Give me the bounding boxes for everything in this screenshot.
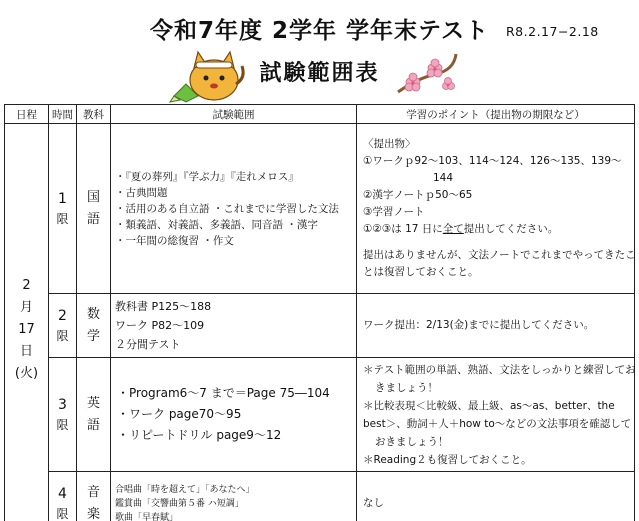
period-number: 1 — [58, 190, 67, 207]
period-number: 2 — [58, 307, 67, 324]
range-cell — [111, 124, 357, 294]
point-line: ＊比較表現＜比較級、最上級、as～as、better、the — [363, 399, 615, 412]
range-cell — [111, 294, 357, 358]
range-line: ・古典問題 — [115, 186, 168, 199]
period-cell — [49, 472, 77, 521]
day-month-num: 2 — [22, 277, 31, 293]
table-header-row — [5, 105, 635, 124]
period-unit: 限 — [56, 328, 69, 343]
subject-char: 国 — [86, 189, 100, 205]
range-line: ・類義語、対義語、多義語、同音語 ・漢字 — [115, 218, 318, 231]
range-line: 教科書 P125～188 — [115, 300, 212, 313]
header-period: 時間 — [49, 105, 77, 124]
point-line: きましょう！ — [375, 381, 438, 394]
table-row — [5, 124, 635, 294]
subject-char: 語 — [86, 211, 100, 227]
range-line: ２分間テスト — [115, 338, 181, 351]
point-line: とは復習しておくこと。 — [363, 266, 479, 278]
period-cell — [49, 294, 77, 358]
subject-cell — [77, 472, 111, 521]
range-line: ・リピートドリル page9～12 — [117, 428, 282, 442]
table-row — [5, 358, 635, 472]
subject-char: 学 — [86, 328, 100, 344]
subject-char: 楽 — [86, 506, 100, 521]
subject-cell — [77, 124, 111, 294]
day-cell — [5, 124, 49, 521]
points-cell — [357, 472, 635, 521]
points-cell — [357, 294, 635, 358]
subject-char: 音 — [86, 484, 100, 500]
period-unit: 限 — [56, 506, 69, 521]
day-date-num: 17 — [18, 321, 35, 337]
range-line: ・『夏の葬列』『学ぶ力』『走れメロス』 — [115, 170, 299, 183]
point-line: ＊Reading２も復習しておくこと。 — [363, 453, 532, 466]
table-row — [5, 472, 635, 521]
header-day: 日程 — [5, 105, 49, 124]
period-unit: 限 — [56, 417, 69, 432]
point-line: 〈提出物〉 — [363, 138, 416, 150]
point-line: ワーク提出：2/13(金)までに提出してください。 — [363, 319, 595, 331]
subject-char: 数 — [86, 306, 100, 322]
table-row — [5, 294, 635, 358]
header-range: 試験範囲 — [111, 105, 357, 124]
header-points: 学習のポイント（提出物の期限など） — [357, 105, 635, 124]
header-subject: 教科 — [77, 105, 111, 124]
emphasis-text: 全て — [442, 223, 464, 235]
point-line: ③学習ノート — [363, 206, 425, 218]
mascot-illustration — [168, 44, 246, 104]
test-date: R8.2.17−2.18 — [506, 24, 599, 39]
range-line: ・活用のある自立語 ・これまでに学習した文法 — [115, 202, 339, 215]
point-line: 提出はありませんが、文法ノートでこれまでやってきたこ — [363, 249, 636, 261]
point-line: 144 — [433, 172, 454, 184]
point-line: ①②③は 17 日に全て提出してください。 — [363, 223, 559, 235]
day-date-char: 日 — [19, 343, 33, 359]
point-line: なし — [363, 497, 384, 509]
subject-char: 語 — [86, 417, 100, 433]
range-cell — [111, 472, 357, 521]
range-line: 鑑賞曲「交響曲第５番 ハ短調」 — [115, 498, 244, 509]
period-cell — [49, 124, 77, 294]
range-cell — [111, 358, 357, 472]
day-month-char: 月 — [19, 299, 33, 315]
point-line: best＞、動詞＋人＋how to～などの文法事項を確認して — [363, 417, 632, 430]
range-line: 歌曲「早春賦」 — [115, 512, 179, 521]
period-unit: 限 — [56, 211, 69, 226]
range-line: ・一年間の総復習 ・作文 — [115, 234, 234, 247]
point-line: ＊テスト範囲の単語、熟語、文法をしっかりと練習してお — [363, 363, 636, 376]
range-line: ワーク P82～109 — [115, 319, 205, 332]
period-cell — [49, 358, 77, 472]
subject-cell — [77, 294, 111, 358]
page-title: 令和7年度 2学年 学年末テスト — [149, 18, 490, 44]
range-line: 合唱曲「時を超えて」「あなたへ」 — [115, 484, 255, 495]
subject-cell — [77, 358, 111, 472]
range-line: ・ワーク page70～95 — [117, 407, 242, 421]
day-weekday: (火) — [14, 365, 39, 381]
point-line: ①ワークｐ92～103、114～124、126～135、139～ — [363, 155, 622, 167]
period-number: 4 — [58, 485, 67, 502]
points-cell — [357, 358, 635, 472]
subject-char: 英 — [86, 395, 100, 411]
cherry-blossom-illustration — [396, 48, 458, 100]
point-line: ②漢字ノートｐ50～65 — [363, 189, 473, 201]
page-subtitle: 試験範囲表 — [259, 61, 380, 86]
exam-schedule-table — [4, 104, 635, 521]
blossom-icon — [405, 59, 455, 91]
points-cell — [357, 124, 635, 294]
point-line: おきましょう！ — [375, 435, 449, 448]
cat-mascot-icon — [190, 52, 243, 100]
period-number: 3 — [58, 396, 67, 413]
range-line: ・Program6～7 まで＝Page 75―104 — [117, 386, 330, 400]
